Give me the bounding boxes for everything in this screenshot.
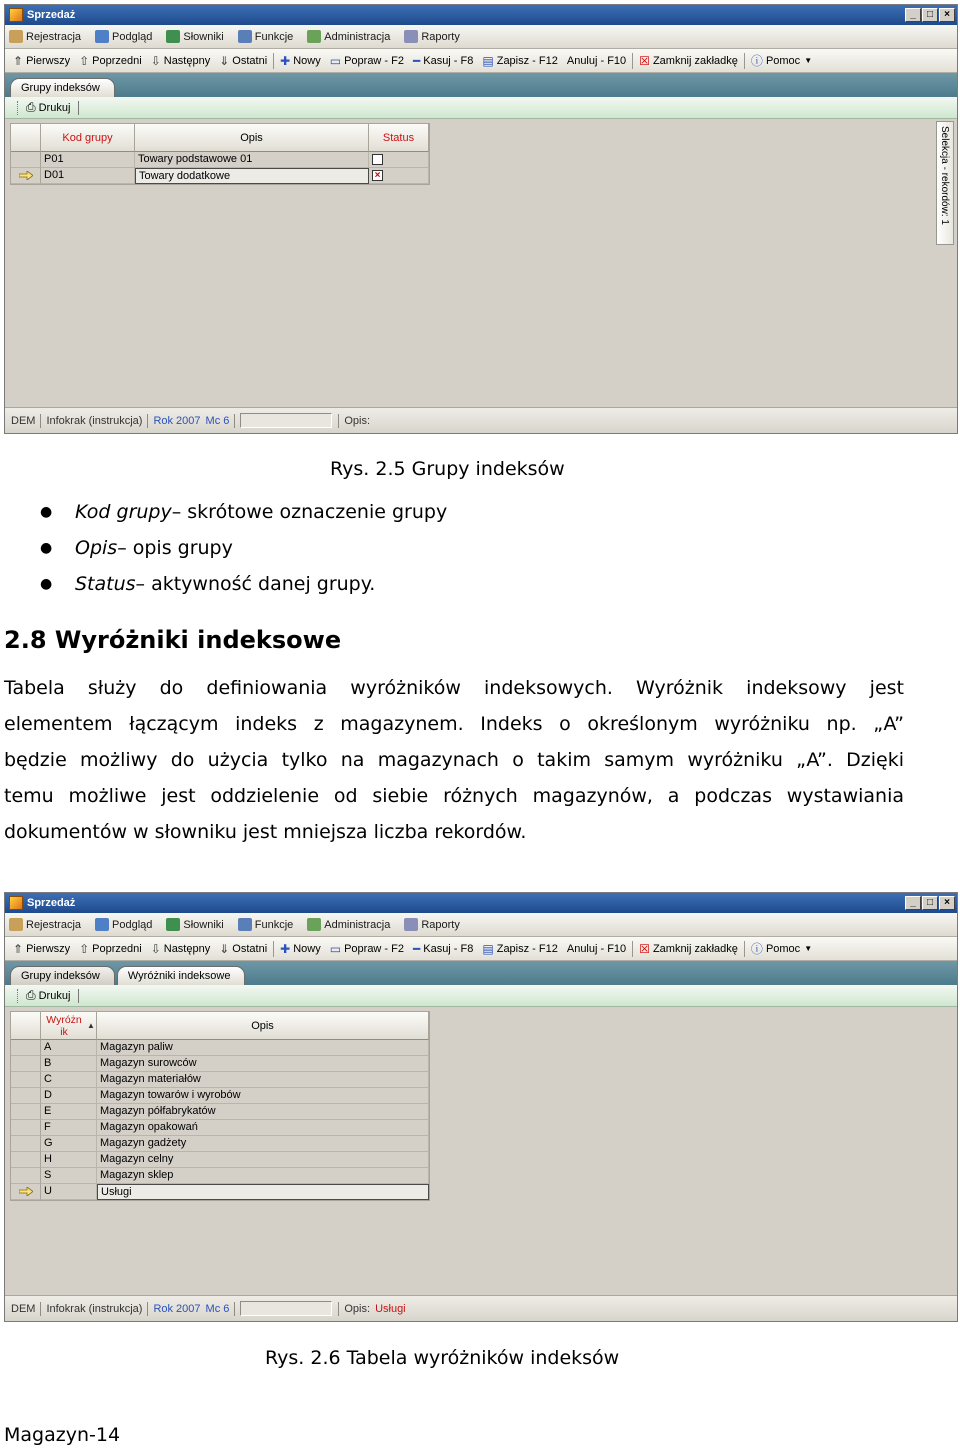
next-button[interactable]: ⇩ Następny (150, 941, 211, 956)
toolbar-separator (632, 53, 633, 69)
last-icon: ⇓ (219, 53, 230, 68)
row-indicator (11, 1120, 41, 1136)
section-heading: 2.8 Wyróżniki indeksowe (4, 626, 342, 654)
sort-ascending-icon: ▲ (87, 1020, 95, 1030)
cell-opis[interactable]: Towary podstawowe 01 (135, 152, 369, 168)
close-button[interactable]: × (939, 8, 955, 22)
app-window-grupy (4, 4, 958, 434)
page-footer: Magazyn-14 (4, 1424, 121, 1446)
menu-bar (5, 25, 957, 49)
window-title: Sprzedaż (27, 897, 76, 909)
status-separator (147, 1302, 148, 1316)
save-icon: ▤ (482, 53, 494, 68)
down-arrow-icon: ⇩ (150, 941, 161, 956)
delete-button[interactable]: ━ Kasuj - F8 (413, 53, 474, 68)
first-icon: ⇑ (13, 941, 24, 956)
status-field (240, 1301, 332, 1316)
column-header-wyroznik-label: Wyróżn ik (46, 1013, 82, 1038)
status-separator (338, 414, 339, 428)
print-icon: ⎙ (26, 100, 36, 114)
table-row[interactable] (11, 168, 429, 184)
table-row[interactable] (11, 1120, 429, 1136)
row-indicator (11, 1056, 41, 1072)
status-separator (234, 1302, 235, 1316)
app-window-wyrozniki (4, 892, 958, 1322)
selection-side-panel[interactable] (936, 121, 954, 245)
status-company: Infokrak (instrukcja) (46, 414, 143, 427)
print-bar (5, 97, 957, 119)
new-button[interactable]: ✚ Nowy (280, 941, 321, 956)
row-indicator (11, 1072, 41, 1088)
cell-wyroznik[interactable]: H (41, 1152, 97, 1168)
plus-icon: ✚ (280, 53, 291, 68)
save-button[interactable]: ▤ Zapisz - F12 (482, 941, 558, 956)
table-row[interactable] (11, 1040, 429, 1056)
edit-icon: ▭ (329, 941, 342, 956)
toolbar-separator (744, 941, 745, 957)
figure-caption: Rys. 2.6 Tabela wyróżników indeksów (265, 1347, 620, 1369)
column-header-kod-grupy[interactable]: Kod grupy (41, 124, 135, 152)
up-arrow-icon: ⇧ (79, 53, 90, 68)
toolbar-separator (78, 989, 79, 1003)
cell-wyroznik[interactable]: E (41, 1104, 97, 1120)
maximize-button[interactable]: □ (922, 896, 938, 910)
reports-icon (404, 30, 418, 43)
cell-kod[interactable]: P01 (41, 152, 135, 168)
new-button[interactable]: ✚ Nowy (280, 53, 321, 68)
close-tab-icon: ☒ (639, 53, 650, 68)
status-separator (147, 414, 148, 428)
column-header-opis[interactable]: Opis (135, 124, 369, 152)
row-indicator-header (11, 1012, 41, 1040)
tab-grupy-indeksow[interactable]: Grupy indeksów (10, 78, 115, 97)
register-icon (9, 918, 23, 931)
paragraph-line: elementem łączącym indeks z magazynem. Indeks o określonym wyróżniku np. „A” (4, 713, 904, 735)
help-icon: ⓘ (750, 54, 763, 68)
status-month: Mc 6 (205, 414, 230, 427)
cell-opis[interactable]: Magazyn paliw (97, 1040, 429, 1056)
title-bar (5, 893, 957, 913)
status-company: Infokrak (instrukcja) (46, 1302, 143, 1315)
paragraph-line: temu możliwe jest oddzielenie od siebie różnych magazynów, a podczas wystawiania (4, 785, 904, 807)
tab-wyrozniki-indeksowe[interactable]: Wyróżniki indeksowe (117, 966, 246, 985)
cancel-button[interactable]: Anuluj - F10 (566, 942, 627, 955)
table-row[interactable] (11, 1152, 429, 1168)
edit-button[interactable]: ▭ Popraw - F2 (329, 53, 404, 68)
menu-slowniki[interactable]: Słowniki (166, 918, 223, 931)
cell-wyroznik[interactable]: U (41, 1184, 97, 1200)
print-button[interactable]: Drukuj (38, 989, 71, 1002)
row-indicator (11, 1088, 41, 1104)
minus-icon: ━ (413, 941, 421, 956)
chevron-down-icon: ▼ (804, 944, 813, 953)
current-row-arrow-icon (19, 171, 33, 180)
table-row[interactable] (11, 1136, 429, 1152)
tab-grupy-indeksow[interactable]: Grupy indeksów (10, 966, 115, 985)
table-row[interactable] (11, 1056, 429, 1072)
column-header-wyroznik[interactable] (41, 1012, 97, 1040)
first-icon: ⇑ (13, 53, 24, 68)
help-icon: ⓘ (750, 942, 763, 956)
toolbar-separator (273, 53, 274, 69)
cancel-button[interactable]: Anuluj - F10 (566, 54, 627, 67)
cell-status[interactable] (369, 168, 429, 184)
cell-opis[interactable]: Magazyn gadżety (97, 1136, 429, 1152)
row-indicator (11, 1136, 41, 1152)
field-descriptions (40, 494, 447, 602)
row-indicator (11, 1104, 41, 1120)
last-button[interactable]: ⇓ Ostatni (219, 941, 268, 956)
status-dem: DEM (11, 414, 36, 427)
status-checkbox[interactable] (372, 154, 383, 165)
list-item: ● Kod grupy – skrótowe oznaczenie grupy (40, 501, 448, 523)
cell-opis[interactable]: Magazyn materiałów (97, 1072, 429, 1088)
paragraph-line: Tabela służy do definiowania wyróżników indeksowych. Wyróżnik indeksowy jest (4, 677, 904, 699)
window-title: Sprzedaż (27, 9, 76, 21)
menu-administracja[interactable]: Administracja (307, 918, 390, 931)
save-button[interactable]: ▤ Zapisz - F12 (482, 53, 558, 68)
close-tab-button[interactable]: ☒ Zamknij zakładkę (639, 53, 738, 68)
table-row[interactable] (11, 1072, 429, 1088)
previous-button[interactable]: ⇧ Poprzedni (79, 941, 142, 956)
menu-funkcje[interactable]: Funkcje (238, 918, 294, 931)
menu-podglad[interactable]: Podgląd (95, 918, 152, 931)
up-arrow-icon: ⇧ (79, 941, 90, 956)
toolbar-separator (632, 941, 633, 957)
cell-opis[interactable]: Magazyn towarów i wyrobów (97, 1088, 429, 1104)
cell-opis[interactable]: Magazyn opakowań (97, 1120, 429, 1136)
grid-area (5, 119, 957, 407)
toolbar (5, 49, 957, 73)
status-field (240, 413, 332, 428)
markers-table (10, 1011, 430, 1201)
status-separator (338, 1302, 339, 1316)
cell-opis-selected[interactable]: Towary dodatkowe (135, 168, 369, 184)
delete-button[interactable]: ━ Kasuj - F8 (413, 941, 474, 956)
tab-bar (5, 961, 957, 985)
menu-raporty[interactable]: Raporty (404, 918, 460, 931)
maximize-button[interactable]: □ (922, 8, 938, 22)
admin-icon (307, 30, 321, 43)
cell-opis[interactable]: Magazyn surowców (97, 1056, 429, 1072)
status-dem: DEM (11, 1302, 36, 1315)
groups-table (10, 123, 430, 185)
grid-area (5, 1007, 957, 1295)
cell-wyroznik[interactable]: F (41, 1120, 97, 1136)
status-month: Mc 6 (205, 1302, 230, 1315)
cell-wyroznik[interactable]: D (41, 1088, 97, 1104)
cell-kod[interactable]: D01 (41, 168, 135, 184)
menu-podglad[interactable]: Podgląd (95, 30, 152, 43)
section-paragraph (4, 670, 904, 850)
row-indicator (11, 1168, 41, 1184)
selection-records-label: Selekcja - rekordów: 1 (939, 126, 950, 225)
status-opis-value: Usługi (375, 1302, 406, 1315)
cell-wyroznik[interactable]: B (41, 1056, 97, 1072)
down-arrow-icon: ⇩ (150, 53, 161, 68)
table-row[interactable] (11, 152, 429, 168)
app-icon (9, 8, 23, 22)
print-bar (5, 985, 957, 1007)
print-button[interactable]: Drukuj (38, 101, 71, 114)
bullet-icon: ● (40, 540, 53, 556)
functions-icon (238, 30, 252, 43)
dictionary-icon (166, 918, 180, 931)
toolbar-grip (17, 989, 20, 1003)
preview-icon (95, 918, 109, 931)
menu-slowniki[interactable]: Słowniki (166, 30, 223, 43)
minimize-button[interactable]: _ (905, 896, 921, 910)
status-opis-label: Opis: (344, 414, 371, 427)
column-header-opis[interactable]: Opis (97, 1012, 429, 1040)
help-button[interactable]: ⓘ Pomoc ▼ (750, 54, 813, 68)
close-button[interactable]: × (939, 896, 955, 910)
print-icon: ⎙ (26, 988, 36, 1002)
status-bar (5, 407, 957, 433)
last-button[interactable]: ⇓ Ostatni (219, 53, 268, 68)
cell-opis[interactable]: Magazyn półfabrykatów (97, 1104, 429, 1120)
paragraph-line: dokumentów w słowniku jest mniejsza liczba rekordów. (4, 821, 527, 843)
cell-opis[interactable]: Magazyn sklep (97, 1168, 429, 1184)
row-indicator (11, 168, 41, 184)
current-row-arrow-icon (19, 1187, 33, 1196)
column-header-status[interactable]: Status (369, 124, 429, 152)
preview-icon (95, 30, 109, 43)
status-separator (40, 1302, 41, 1316)
list-item: ● Status – aktywność danej grupy. (40, 573, 376, 595)
table-row[interactable] (11, 1168, 429, 1184)
minimize-button[interactable]: _ (905, 8, 921, 22)
edit-button[interactable]: ▭ Popraw - F2 (329, 941, 404, 956)
first-button[interactable]: ⇑ Pierwszy (13, 941, 71, 956)
status-year: Rok 2007 (153, 1302, 201, 1315)
reports-icon (404, 918, 418, 931)
dictionary-icon (166, 30, 180, 43)
register-icon (9, 30, 23, 43)
help-button[interactable]: ⓘ Pomoc ▼ (750, 942, 813, 956)
menu-raporty[interactable]: Raporty (404, 30, 460, 43)
status-bar (5, 1295, 957, 1321)
admin-icon (307, 918, 321, 931)
last-icon: ⇓ (219, 941, 230, 956)
status-separator (40, 414, 41, 428)
menu-bar (5, 913, 957, 937)
close-tab-button[interactable]: ☒ Zamknij zakładkę (639, 941, 738, 956)
table-row[interactable] (11, 1184, 429, 1200)
cell-wyroznik[interactable]: A (41, 1040, 97, 1056)
list-item: ● Opis – opis grupy (40, 537, 233, 559)
status-year: Rok 2007 (153, 414, 201, 427)
toolbar-grip (17, 101, 20, 115)
menu-rejestracja[interactable]: Rejestracja (9, 30, 81, 43)
menu-administracja[interactable]: Administracja (307, 30, 390, 43)
status-checkbox-checked[interactable]: × (372, 170, 383, 181)
table-row[interactable] (11, 1088, 429, 1104)
row-indicator (11, 152, 41, 168)
toolbar-separator (78, 101, 79, 115)
paragraph-line: będzie możliwy do użycia tylko na magazynach o takim samym wyróżniku „A”. Dzięki (4, 749, 904, 771)
status-opis-label: Opis: (344, 1302, 371, 1315)
bullet-icon: ● (40, 576, 53, 592)
cell-wyroznik[interactable]: C (41, 1072, 97, 1088)
cell-opis-selected[interactable]: Usługi (97, 1184, 429, 1200)
cell-wyroznik[interactable]: S (41, 1168, 97, 1184)
row-indicator (11, 1184, 41, 1200)
minus-icon: ━ (413, 53, 421, 68)
figure-caption: Rys. 2.5 Grupy indeksów (330, 458, 565, 480)
cell-status[interactable] (369, 152, 429, 168)
chevron-down-icon: ▼ (804, 56, 813, 65)
previous-button[interactable]: ⇧ Poprzedni (79, 53, 142, 68)
next-button[interactable]: ⇩ Następny (150, 53, 211, 68)
app-icon (9, 896, 23, 910)
save-icon: ▤ (482, 941, 494, 956)
cell-opis[interactable]: Magazyn celny (97, 1152, 429, 1168)
first-button[interactable]: ⇑ Pierwszy (13, 53, 71, 68)
cell-wyroznik[interactable]: G (41, 1136, 97, 1152)
status-separator (234, 414, 235, 428)
toolbar-separator (273, 941, 274, 957)
toolbar (5, 937, 957, 961)
plus-icon: ✚ (280, 941, 291, 956)
edit-icon: ▭ (329, 53, 342, 68)
toolbar-separator (744, 53, 745, 69)
menu-funkcje[interactable]: Funkcje (238, 30, 294, 43)
tab-bar (5, 73, 957, 97)
table-row[interactable] (11, 1104, 429, 1120)
functions-icon (238, 918, 252, 931)
row-indicator-header (11, 124, 41, 152)
bullet-icon: ● (40, 504, 53, 520)
row-indicator (11, 1040, 41, 1056)
title-bar (5, 5, 957, 25)
row-indicator (11, 1152, 41, 1168)
close-tab-icon: ☒ (639, 941, 650, 956)
menu-rejestracja[interactable]: Rejestracja (9, 918, 81, 931)
